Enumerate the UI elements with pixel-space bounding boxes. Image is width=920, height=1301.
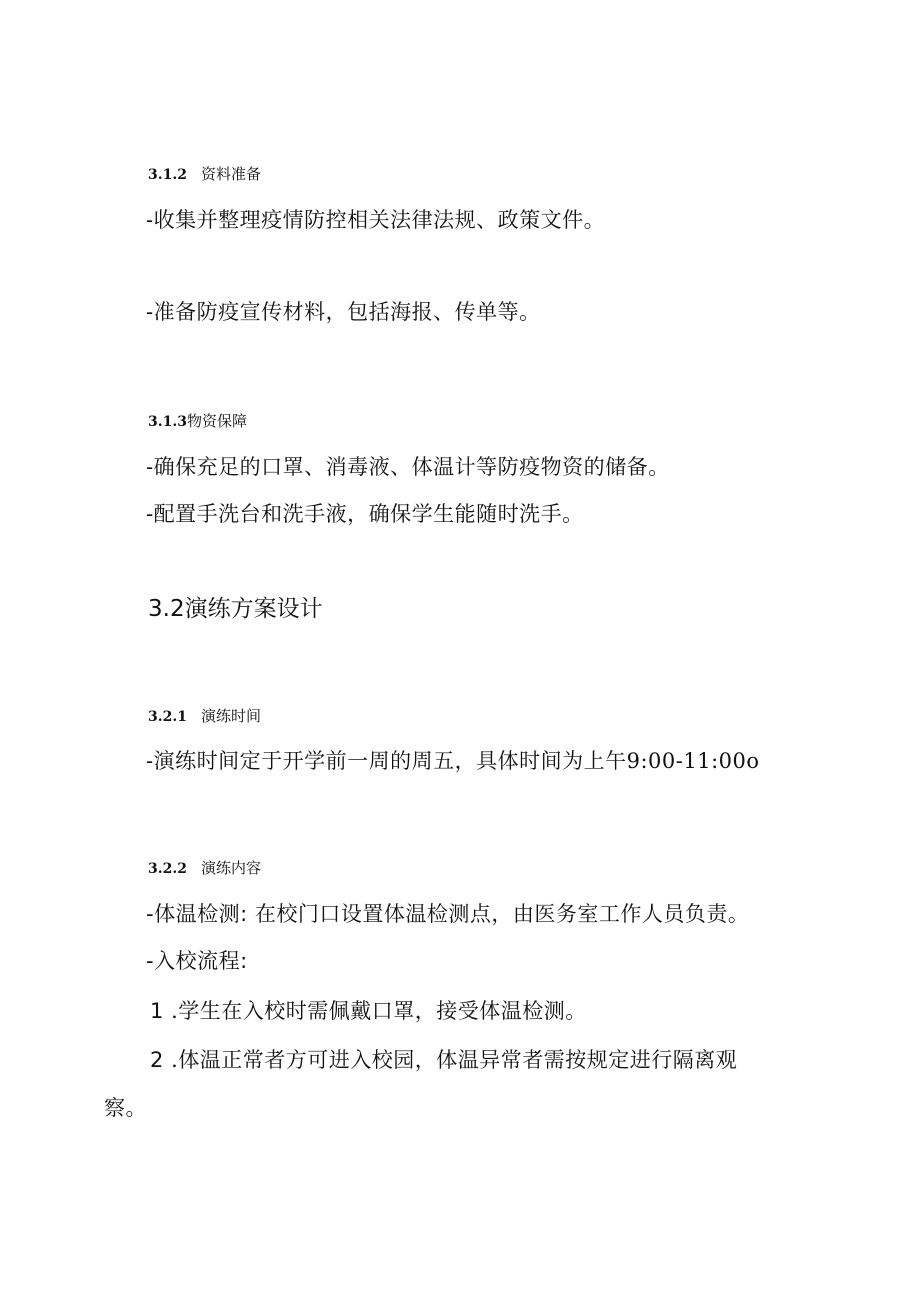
heading-3-2-2 [148, 857, 261, 878]
heading-number: 3.1.3 [148, 414, 187, 430]
paragraph: -确保充足的口罩、消毒液、体温计等防疫物资的储备。 [146, 455, 670, 479]
heading-3-1-2 [148, 163, 261, 184]
item-label: -体温检测: [146, 902, 248, 926]
list-number: 1 [150, 999, 164, 1023]
list-text: .学生在入校时需佩戴口罩，接受体温检测。 [171, 999, 587, 1023]
paragraph: -收集并整理疫情防控相关法律法规、政策文件。 [146, 208, 606, 232]
list-item-continuation: 察。 [104, 1096, 147, 1120]
item-text: 在校门口设置体温检测点，由医务室工作人员负责。 [254, 902, 750, 926]
paragraph-entry-flow: -入校流程: [146, 949, 248, 973]
heading-title: 演练时间 [200, 707, 261, 725]
paragraph: -演练时间定于开学前一周的周五，具体时间为上午9:00-11:00o [146, 749, 760, 773]
heading-3-2-1 [148, 705, 261, 726]
list-item [150, 1044, 737, 1074]
heading-number: 3.2.1 [148, 709, 187, 725]
paragraph-temperature-check [146, 898, 749, 928]
paragraph: -配置手洗台和洗手液，确保学生能随时洗手。 [146, 502, 584, 526]
heading-3-2: 3.2演练方案设计 [148, 596, 323, 622]
heading-title: 物资保障 [186, 412, 247, 430]
list-text: .体温正常者方可进入校园，体温异常者需按规定进行隔离观 [171, 1048, 738, 1072]
heading-number: 3.2.2 [148, 861, 187, 877]
heading-3-1-3 [148, 410, 247, 431]
paragraph: -准备防疫宣传材料，包括海报、传单等。 [146, 300, 541, 324]
heading-title: 演练内容 [200, 859, 261, 877]
list-number: 2 [150, 1048, 164, 1072]
heading-number: 3.1.2 [148, 167, 187, 183]
list-item [150, 995, 587, 1025]
heading-title: 资料准备 [200, 165, 261, 183]
